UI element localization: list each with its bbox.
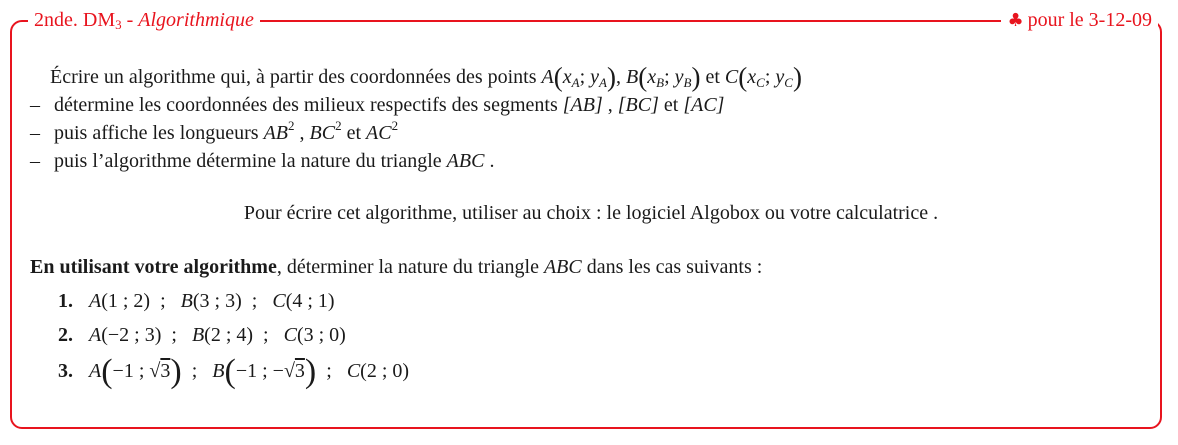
bullet-item: – puis affiche les longueurs $AB^2$ , $BC^2$ et $AC^2$ <box>30 118 399 144</box>
segment-ab: [AB] <box>562 94 603 116</box>
case-number: 2. <box>58 324 73 346</box>
bullet-item: – puis l’algorithme détermine la nature du triangle ABC . <box>30 150 495 172</box>
task-line <box>30 254 762 280</box>
segment-bc: [BC] <box>617 94 659 116</box>
title-separator: - <box>121 9 139 31</box>
club-suit-icon: ♣ <box>1007 10 1024 31</box>
segment-ac: [AC] <box>683 94 725 116</box>
triangle-name: ABC <box>446 150 485 172</box>
task-text: , déterminer la nature du triangle <box>276 256 539 278</box>
title-subject: Algorithmique <box>138 9 254 31</box>
case-item: 2. A(−2 ; 3) ; B(2 ; 4) ; C(3 ; 0) <box>58 324 346 346</box>
length-ab: AB <box>263 122 289 144</box>
title-prefix: 2nde. DM <box>34 9 116 31</box>
triangle-name: ABC <box>543 256 582 278</box>
case-item: 1. A(1 ; 2) ; B(3 ; 3) ; C(4 ; 1) <box>58 290 335 312</box>
point-a: A <box>541 66 554 88</box>
task-bold: En utilisant votre algorithme <box>30 256 277 278</box>
case-item: 3. A(−1 ; √3) ; B(−1 ; −√3) ; C(2 ; 0) <box>58 353 410 390</box>
point-c: C <box>724 66 739 88</box>
bullet-text: puis affiche les longueurs <box>54 122 259 144</box>
bullet-text: puis l’algorithme détermine la nature du triangle <box>54 150 442 172</box>
task-end: dans les cas suivants : <box>586 256 763 278</box>
point-b: B <box>626 66 639 88</box>
length-ac: AC <box>366 122 392 144</box>
case-number: 1. <box>58 290 73 312</box>
note-text: Pour écrire cet algorithme, utiliser au choix : le logiciel Algobox ou votre calculatrice . <box>243 202 939 224</box>
intro-line: Écrire un algorithme qui, à partir des coordonnées des points $A(x_A$; $y_A$), $B(x_B$; $y_B$) et $C(x_C$; $y_C$) <box>50 62 802 92</box>
due-text: pour le 3-12-09 <box>1027 9 1152 31</box>
intro-text: Écrire un algorithme qui, à partir des coordonnées des points <box>50 66 537 88</box>
title-subscript: 3 <box>115 17 122 32</box>
bullet-item: – détermine les coordonnées des milieux respectifs des segments [AB] , [BC] et [AC] <box>30 94 725 116</box>
length-bc: BC <box>309 122 336 144</box>
note-line <box>0 200 1178 226</box>
case-number: 3. <box>58 360 73 382</box>
bullet-text: détermine les coordonnées des milieux respectifs des segments <box>54 94 558 116</box>
